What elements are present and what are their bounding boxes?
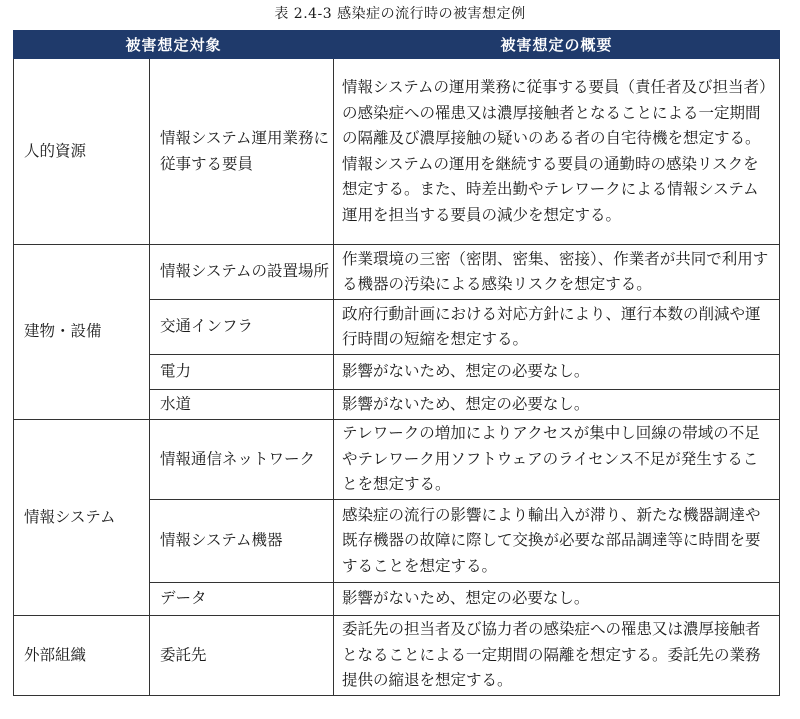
item-cell: 情報通信ネットワーク: [150, 420, 334, 500]
item-cell: 電力: [150, 355, 334, 390]
description-cell: 感染症の流行の影響により輸出入が滞り、新たな機器調達や既存機器の故障に際して交換が必要な部品調達等に時間を要することを想定する。: [334, 500, 780, 583]
item-cell: データ: [150, 583, 334, 616]
description-cell: 作業環境の三密（密閉、密集、密接）、作業者が共同で利用する機器の汚染による感染リスクを想定する。: [334, 245, 780, 300]
description-cell: 委託先の担当者及び協力者の感染症への罹患又は濃厚接触者となることによる一定期間の隔離を想定する。委託先の業務提供の縮退を想定する。: [334, 616, 780, 696]
table-row: [14, 420, 780, 500]
description-cell: 影響がないため、想定の必要なし。: [334, 355, 780, 390]
description-cell: 政府行動計画における対応方針により、運行本数の削減や運行時間の短縮を想定する。: [334, 300, 780, 355]
header-overview: 被害想定の概要: [334, 31, 780, 59]
description-cell: 情報システムの運用業務に従事する要員（責任者及び担当者）の感染症への罹患又は濃厚接触者となることによる一定期間の隔離及び濃厚接触の疑いのある者の自宅待機を想定する。情報システムの運用を継続する要員の通勤時の感染リスクを想定する。また、時差出勤やテレワークによる情報システム運用を担当する要員の減少を想定する。: [334, 59, 780, 245]
header-target: 被害想定対象: [14, 31, 334, 59]
table-row: [14, 245, 780, 300]
item-cell: 交通インフラ: [150, 300, 334, 355]
description-cell: 影響がないため、想定の必要なし。: [334, 583, 780, 616]
category-building: 建物・設備: [14, 245, 150, 420]
table-caption: 表 2.4-3 感染症の流行時の被害想定例: [274, 6, 526, 22]
item-cell: 情報システム機器: [150, 500, 334, 583]
item-cell: 委託先: [150, 616, 334, 696]
table-row: [14, 616, 780, 696]
description-cell: 影響がないため、想定の必要なし。: [334, 390, 780, 420]
table-row: [14, 59, 780, 245]
category-human: 人的資源: [14, 59, 150, 245]
category-external: 外部組織: [14, 616, 150, 696]
category-system: 情報システム: [14, 420, 150, 616]
item-cell: 水道: [150, 390, 334, 420]
item-cell: 情報システムの設置場所: [150, 245, 334, 300]
table-header-row: [14, 31, 780, 59]
description-cell: テレワークの増加によりアクセスが集中し回線の帯域の不足やテレワーク用ソフトウェアのライセンス不足が発生することを想定する。: [334, 420, 780, 500]
damage-assumption-table: [13, 30, 780, 696]
item-cell: 情報システム運用業務に従事する要員: [150, 59, 334, 245]
